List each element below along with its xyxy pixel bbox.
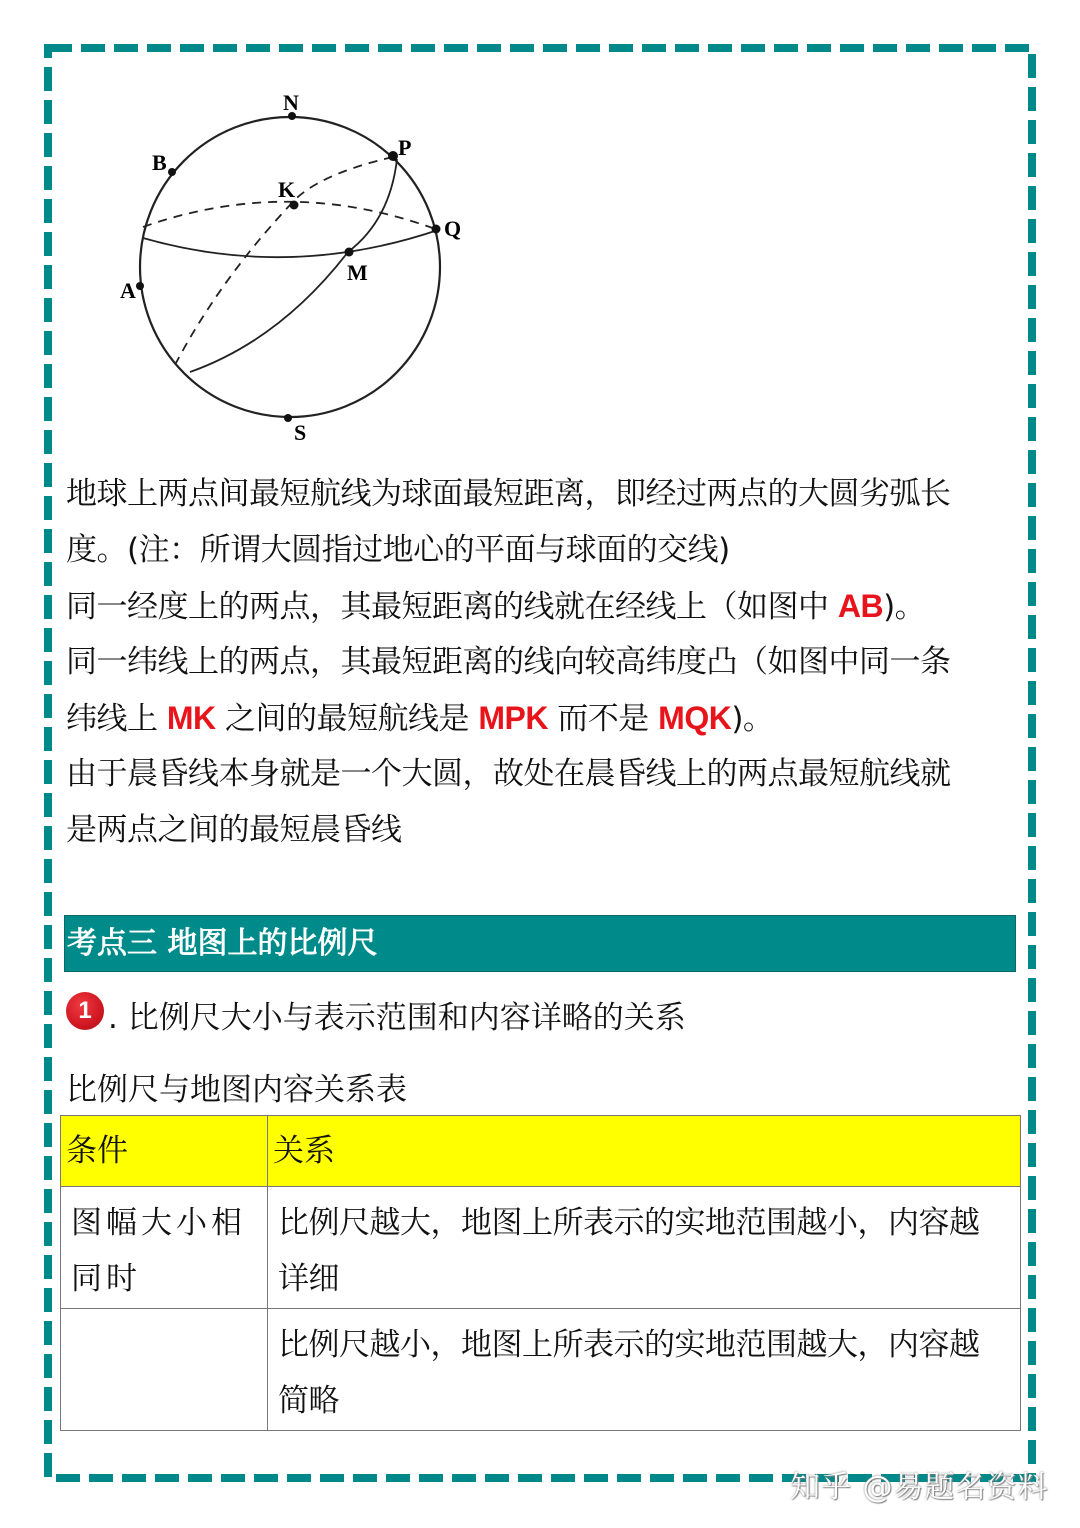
- label-K: K: [278, 177, 296, 202]
- section-title-bar: 考点三 地图上的比例尺: [64, 915, 1016, 972]
- p3-line2: [66, 690, 1026, 746]
- relation-line1: 比例尺越大，地图上所表示的实地范围越小，内容越: [278, 1205, 980, 1241]
- p1-line1: 地球上两点间最短航线为球面最短距离，即经过两点的大圆劣弧长: [66, 476, 951, 512]
- highlight-MQK: MQK: [658, 700, 732, 736]
- relation-line2: 详细: [278, 1261, 339, 1297]
- relation-line1: 比例尺越小，地图上所表示的实地范围越大，内容越: [278, 1327, 980, 1363]
- condition-line2: 同时: [71, 1261, 141, 1297]
- p3-text-b: 之间的最短航线是: [215, 701, 479, 737]
- highlight-MK: MK: [166, 700, 216, 736]
- explanation-text: [66, 466, 1026, 858]
- p2-end: )。: [883, 589, 926, 625]
- label-P: P: [398, 135, 412, 160]
- label-A: A: [120, 278, 136, 303]
- label-M: M: [347, 260, 368, 285]
- condition-cell: [61, 1187, 268, 1309]
- condition-cell: [61, 1309, 268, 1431]
- p4-line2: 是两点之间的最短晨昏线: [66, 812, 402, 848]
- highlight-AB: AB: [837, 588, 884, 624]
- globe-diagram: [100, 80, 500, 450]
- p3-text-c: 而不是: [547, 701, 659, 737]
- table-header-row: [61, 1116, 1021, 1187]
- label-Q: Q: [444, 216, 462, 241]
- highlight-MPK: MPK: [478, 700, 548, 736]
- header-condition: 条件: [61, 1116, 268, 1187]
- relation-cell: [268, 1309, 1021, 1431]
- p1-line2: 度。(注：所谓大圆指过地心的平面与球面的交线): [66, 532, 730, 568]
- p2-line: [66, 578, 1026, 634]
- p2-text: 同一经度上的两点，其最短距离的线就在经线上（如图中: [66, 589, 838, 625]
- p3-text-a: 纬线上: [66, 701, 167, 737]
- scale-relation-table: [60, 1115, 1021, 1431]
- label-N: N: [283, 90, 299, 115]
- table-row: [61, 1187, 1021, 1309]
- condition-line1: 图幅大小相: [71, 1205, 246, 1241]
- number-badge-icon: 1: [66, 992, 104, 1030]
- table-caption: 比例尺与地图内容关系表: [66, 1072, 407, 1108]
- subheading-text: . 比例尺大小与表示范围和内容详略的关系: [108, 1000, 686, 1036]
- relation-line2: 简略: [278, 1383, 339, 1419]
- p3-line1: 同一纬线上的两点，其最短距离的线向较高纬度凸（如图中同一条: [66, 644, 951, 680]
- label-B: B: [152, 150, 167, 175]
- header-relation: 关系: [268, 1116, 1021, 1187]
- watermark-text: 知乎 @易题名资料: [790, 1470, 1049, 1505]
- table-row: [61, 1309, 1021, 1431]
- p4-line1: 由于晨昏线本身就是一个大圆，故处在晨昏线上的两点最短航线就: [66, 756, 951, 792]
- relation-cell: [268, 1187, 1021, 1309]
- numbered-subheading: [66, 990, 686, 1046]
- label-S: S: [294, 420, 307, 445]
- p3-end: )。: [731, 701, 774, 737]
